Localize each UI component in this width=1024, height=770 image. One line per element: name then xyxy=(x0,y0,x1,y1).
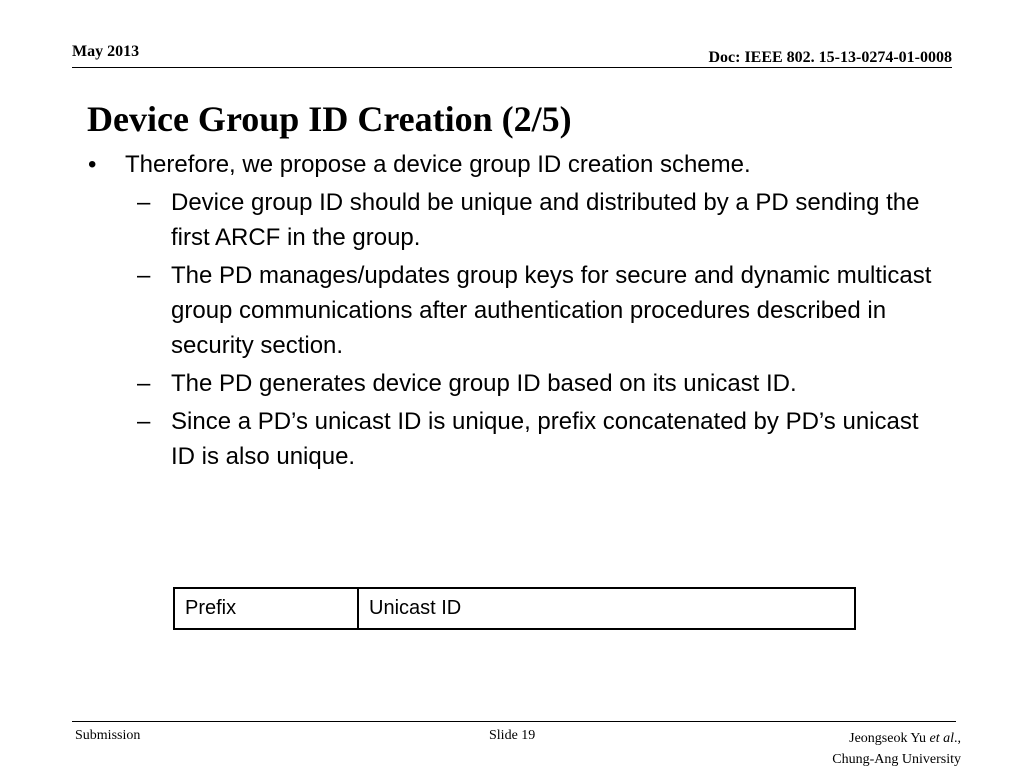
sub-bullet-item xyxy=(137,185,948,255)
author-suffix: ., xyxy=(954,731,961,746)
dash-marker: – xyxy=(137,262,151,289)
slide-body xyxy=(88,148,948,474)
slide-number: Slide 19 xyxy=(489,728,536,743)
bullet-text: Therefore, we propose a device group ID creation scheme. xyxy=(125,151,751,178)
sub-bullet-item xyxy=(137,404,948,474)
author-name: Jeongseok Yu xyxy=(849,731,930,746)
footer-divider xyxy=(72,721,956,722)
footer-submission: Submission xyxy=(75,728,141,743)
author-etal: et al xyxy=(929,731,954,746)
header-doc-number: Doc: IEEE 802. 15-13-0274-01-0008 xyxy=(708,49,952,66)
footer-author xyxy=(832,728,961,770)
bullet-item xyxy=(88,148,948,181)
sub-bullet-text: Device group ID should be unique and distributed by a PD sending the first ARCF in the group. xyxy=(171,189,920,251)
header-divider xyxy=(72,67,952,68)
sub-bullet-text: The PD generates device group ID based on its unicast ID. xyxy=(171,370,797,397)
table-row xyxy=(174,588,855,629)
author-line xyxy=(832,728,961,749)
dash-marker: – xyxy=(137,370,151,397)
group-id-format-table xyxy=(173,587,856,630)
dash-marker: – xyxy=(137,189,151,216)
dash-marker: – xyxy=(137,408,151,435)
author-affiliation: Chung-Ang University xyxy=(832,752,961,767)
sub-bullet-text: Since a PD’s unicast ID is unique, prefix concatenated by PD’s unicast ID is also unique. xyxy=(171,408,919,470)
header-date: May 2013 xyxy=(72,43,140,60)
slide-title: Device Group ID Creation (2/5) xyxy=(87,99,572,139)
prefix-cell: Prefix xyxy=(174,588,358,629)
sub-bullet-item xyxy=(137,366,948,401)
bullet-marker: • xyxy=(88,151,97,178)
sub-bullet-text: The PD manages/updates group keys for secure and dynamic multicast group communications after authentication procedures described in security section. xyxy=(171,262,932,359)
unicast-id-cell: Unicast ID xyxy=(358,588,855,629)
sub-bullet-item xyxy=(137,258,948,363)
